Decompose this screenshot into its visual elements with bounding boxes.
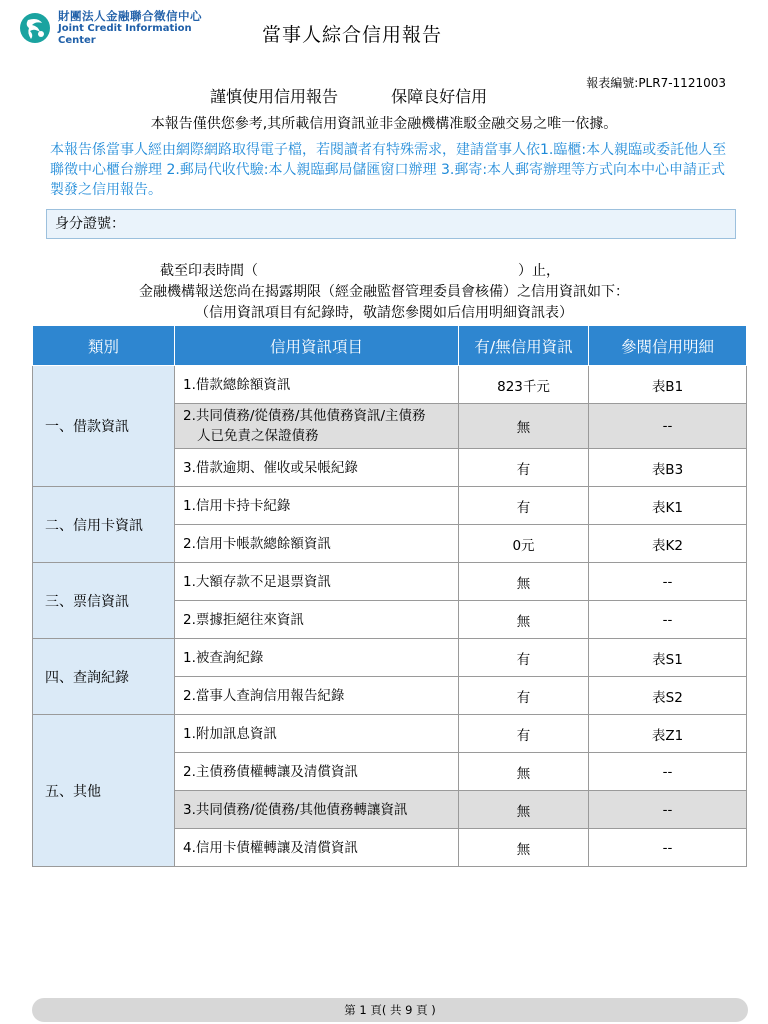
has-info-cell: 有 [459,677,589,715]
header-item: 信用資訊項目 [175,326,459,366]
table-header-row [33,326,747,366]
id-number-field [46,209,736,239]
reference-cell: 表Z1 [589,715,747,753]
has-info-cell: 有 [459,639,589,677]
cutoff-suffix: ）止， [518,263,560,279]
reference-cell: 表B1 [589,366,747,404]
table-row [33,366,747,404]
notice-text: 本報告係當事人經由網際網路取得電子檔，若閱讀者有特殊需求，建請當事人依1.臨櫃:本人親臨或委託他人至聯徵中心櫃台辦理 2.郵局代收代驗:本人親臨郵局儲匯窗口辦理 3.郵寄:本人郵寄辦理等方式向本中心申請正式製發之信用報告。 [50,142,727,198]
header-has-info: 有/無信用資訊 [459,326,589,366]
reference-cell: -- [589,753,747,791]
slogan-right: 保障良好信用 [391,87,488,106]
item-cell [175,404,459,449]
slogan [210,84,487,107]
category-credit-card: 二、信用卡資訊 [33,487,175,563]
item-cell: 2.當事人查詢信用報告紀錄 [175,677,459,715]
reference-cell: -- [589,829,747,867]
category-check: 三、票信資訊 [33,563,175,639]
credit-summary-table [32,325,747,867]
item-cell: 4.信用卡債權轉讓及清償資訊 [175,829,459,867]
logo-chinese-name: 財團法人金融聯合徵信中心 [58,8,202,23]
id-number-label: 身分證號： [55,216,125,232]
category-inquiry: 四、查詢紀錄 [33,639,175,715]
table-row [33,563,747,601]
page-number: 第 1 頁( 共 9 頁 ) [344,1003,436,1017]
reference-cell: -- [589,601,747,639]
has-info-cell: 無 [459,563,589,601]
reference-cell: -- [589,791,747,829]
reference-cell: 表K2 [589,525,747,563]
has-info-cell: 0元 [459,525,589,563]
cutoff-line-2: 金融機構報送您尚在揭露期限（經金融監督管理委員會核備）之信用資訊如下： [139,284,629,300]
item-cell: 1.大額存款不足退票資訊 [175,563,459,601]
item-cell: 1.借款總餘額資訊 [175,366,459,404]
table-row [33,487,747,525]
has-info-cell: 無 [459,753,589,791]
item-cell: 1.信用卡持卡紀錄 [175,487,459,525]
has-info-cell: 823千元 [459,366,589,404]
category-loan: 一、借款資訊 [33,366,175,487]
jcic-emblem-icon [18,11,52,45]
reference-cell: -- [589,404,747,449]
reference-cell: -- [589,563,747,601]
has-info-cell: 無 [459,791,589,829]
item-cell: 1.被查詢紀錄 [175,639,459,677]
table-row [33,639,747,677]
report-title: 當事人綜合信用報告 [262,24,443,46]
table-row [33,715,747,753]
logo-english-name: Joint Credit Information Center [58,23,192,46]
report-number: 報表編號:PLR7-1121003 [586,76,726,90]
has-info-cell: 無 [459,601,589,639]
item-cell: 2.票據拒絕往來資訊 [175,601,459,639]
has-info-cell: 有 [459,449,589,487]
slogan-left: 謹慎使用信用報告 [210,87,339,106]
item-cell: 1.附加訊息資訊 [175,715,459,753]
has-info-cell: 有 [459,487,589,525]
reference-cell: 表S1 [589,639,747,677]
item-cell: 3.借款逾期、催收或呆帳紀錄 [175,449,459,487]
has-info-cell: 無 [459,829,589,867]
reference-cell: 表B3 [589,449,747,487]
jcic-logo [18,8,228,48]
item-cell: 2.主債務債權轉讓及清償資訊 [175,753,459,791]
item-text: 2.共同債務/從債務/其他債務資訊/主債務 [183,408,426,424]
item-cell: 3.共同債務/從債務/其他債務轉讓資訊 [175,791,459,829]
header-category: 類別 [33,326,175,366]
header-reference: 參閱信用明細 [589,326,747,366]
item-cell: 2.信用卡帳款總餘額資訊 [175,525,459,563]
reference-cell: 表K1 [589,487,747,525]
has-info-cell: 無 [459,404,589,449]
page-footer [32,998,748,1022]
category-other: 五、其他 [33,715,175,867]
cutoff-line-3: （信用資訊項目有紀錄時，敬請您參閱如后信用明細資訊表） [195,305,573,321]
cutoff-prefix: 截至印表時間（ [160,263,258,279]
has-info-cell: 有 [459,715,589,753]
disclaimer-text: 本報告僅供您參考,其所載信用資訊並非金融機構准駁金融交易之唯一依據。 [150,116,618,132]
reference-cell: 表S2 [589,677,747,715]
item-text-continued: 人已免責之保證債務 [197,428,319,444]
